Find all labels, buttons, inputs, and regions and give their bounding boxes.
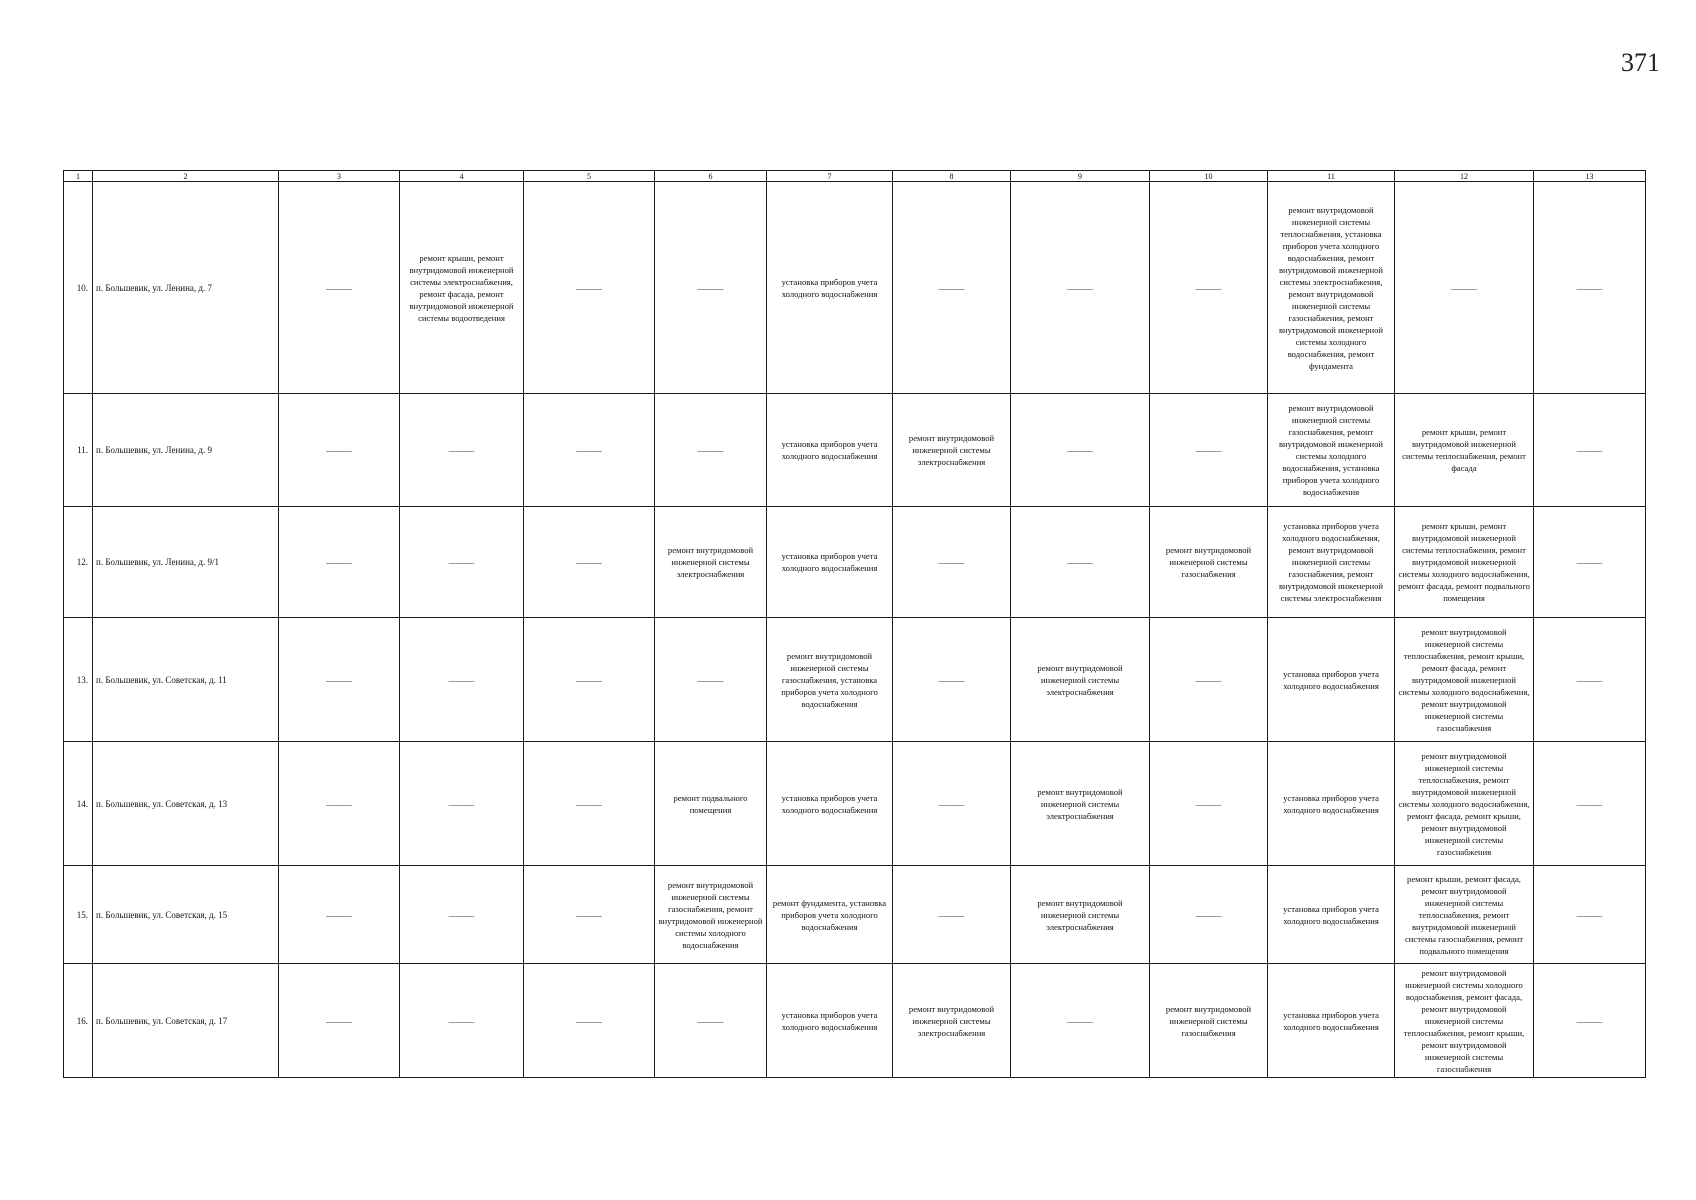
work-cell-col-4: ремонт крыши, ремонт внутридомовой инженерной системы электроснабжения, ремонт фасада, ремонт внутридомовой инженерной системы водоотведения [400, 182, 524, 394]
row-number: 14. [64, 742, 93, 866]
work-cell-col-3: ——— [279, 866, 400, 964]
work-cell-col-7: ремонт фундамента, установка приборов учета холодного водоснабжения [767, 866, 893, 964]
work-cell-col-12: ремонт внутридомовой инженерной системы теплоснабжения, ремонт внутридомовой инженерной системы холодного водоснабжения, ремонт фасада, ремонт крыши, ремонт внутридомовой инженерной системы газоснабжения [1395, 742, 1534, 866]
work-cell-col-4: ——— [400, 507, 524, 618]
work-cell-col-13: ——— [1534, 742, 1646, 866]
work-cell-col-7: установка приборов учета холодного водоснабжения [767, 394, 893, 507]
work-cell-col-9: ——— [1011, 507, 1150, 618]
work-cell-col-10: ремонт внутридомовой инженерной системы газоснабжения [1150, 507, 1268, 618]
column-number: 9 [1011, 171, 1150, 182]
work-cell-col-9: ——— [1011, 964, 1150, 1078]
column-number: 12 [1395, 171, 1534, 182]
work-cell-col-10: ремонт внутридомовой инженерной системы газоснабжения [1150, 964, 1268, 1078]
work-cell-col-12: ремонт крыши, ремонт внутридомовой инженерной системы теплоснабжения, ремонт фасада [1395, 394, 1534, 507]
repair-schedule-table [63, 170, 1646, 1078]
column-number: 8 [893, 171, 1011, 182]
work-cell-col-8: ремонт внутридомовой инженерной системы электроснабжения [893, 964, 1011, 1078]
work-cell-col-11: установка приборов учета холодного водоснабжения [1268, 618, 1395, 742]
table-row [64, 964, 1646, 1078]
table-row [64, 618, 1646, 742]
work-cell-col-4: ——— [400, 964, 524, 1078]
address-cell: п. Большевик, ул. Советская, д. 13 [93, 742, 279, 866]
column-number: 11 [1268, 171, 1395, 182]
work-cell-col-7: установка приборов учета холодного водоснабжения [767, 182, 893, 394]
work-cell-col-4: ——— [400, 866, 524, 964]
work-cell-col-3: ——— [279, 394, 400, 507]
work-cell-col-10: ——— [1150, 742, 1268, 866]
work-cell-col-7: ремонт внутридомовой инженерной системы газоснабжения, установка приборов учета холодного водоснабжения [767, 618, 893, 742]
work-cell-col-3: ——— [279, 618, 400, 742]
table-row [64, 507, 1646, 618]
page-number: 371 [1621, 48, 1660, 77]
work-cell-col-6: ——— [655, 618, 767, 742]
work-cell-col-8: ремонт внутридомовой инженерной системы электроснабжения [893, 394, 1011, 507]
work-cell-col-11: ремонт внутридомовой инженерной системы теплоснабжения, установка приборов учета холодного водоснабжения, ремонт внутридомовой инженерной системы электроснабжения, ремонт внутридомовой инженерной системы газоснабжения, ремонт внутридомовой инженерной системы холодного водоснабжения, ремонт фундамента [1268, 182, 1395, 394]
work-cell-col-6: ремонт подвального помещения [655, 742, 767, 866]
work-cell-col-13: ——— [1534, 182, 1646, 394]
work-cell-col-6: ремонт внутридомовой инженерной системы газоснабжения, ремонт внутридомовой инженерной системы холодного водоснабжения [655, 866, 767, 964]
work-cell-col-8: ——— [893, 866, 1011, 964]
work-cell-col-8: ——— [893, 742, 1011, 866]
column-number: 1 [64, 171, 93, 182]
row-number: 10. [64, 182, 93, 394]
work-cell-col-3: ——— [279, 742, 400, 866]
work-cell-col-6: ——— [655, 964, 767, 1078]
work-cell-col-10: ——— [1150, 182, 1268, 394]
work-cell-col-13: ——— [1534, 618, 1646, 742]
work-cell-col-7: установка приборов учета холодного водоснабжения [767, 507, 893, 618]
table-row [64, 866, 1646, 964]
work-cell-col-9: ремонт внутридомовой инженерной системы электроснабжения [1011, 742, 1150, 866]
work-cell-col-3: ——— [279, 507, 400, 618]
work-cell-col-10: ——— [1150, 394, 1268, 507]
work-cell-col-11: установка приборов учета холодного водоснабжения [1268, 742, 1395, 866]
address-cell: п. Большевик, ул. Ленина, д. 9 [93, 394, 279, 507]
work-cell-col-12: ремонт внутридомовой инженерной системы холодного водоснабжения, ремонт фасада, ремонт внутридомовой инженерной системы теплоснабжения, ремонт крыши, ремонт внутридомовой инженерной системы газоснабжения [1395, 964, 1534, 1078]
work-cell-col-9: ——— [1011, 394, 1150, 507]
work-cell-col-5: ——— [524, 866, 655, 964]
row-number: 11. [64, 394, 93, 507]
work-cell-col-4: ——— [400, 394, 524, 507]
work-cell-col-12: ——— [1395, 182, 1534, 394]
work-cell-col-7: установка приборов учета холодного водоснабжения [767, 964, 893, 1078]
address-cell: п. Большевик, ул. Ленина, д. 7 [93, 182, 279, 394]
work-cell-col-9: ремонт внутридомовой инженерной системы электроснабжения [1011, 618, 1150, 742]
work-cell-col-11: установка приборов учета холодного водоснабжения [1268, 866, 1395, 964]
column-number: 5 [524, 171, 655, 182]
work-cell-col-11: установка приборов учета холодного водоснабжения, ремонт внутридомовой инженерной системы газоснабжения, ремонт внутридомовой инженерной системы электроснабжения [1268, 507, 1395, 618]
work-cell-col-5: ——— [524, 964, 655, 1078]
work-cell-col-6: ——— [655, 394, 767, 507]
column-number: 3 [279, 171, 400, 182]
work-cell-col-8: ——— [893, 182, 1011, 394]
row-number: 15. [64, 866, 93, 964]
work-cell-col-13: ——— [1534, 964, 1646, 1078]
work-cell-col-5: ——— [524, 507, 655, 618]
work-cell-col-7: установка приборов учета холодного водоснабжения [767, 742, 893, 866]
work-cell-col-4: ——— [400, 618, 524, 742]
column-number: 4 [400, 171, 524, 182]
column-number: 10 [1150, 171, 1268, 182]
address-cell: п. Большевик, ул. Советская, д. 17 [93, 964, 279, 1078]
table-row [64, 742, 1646, 866]
work-cell-col-13: ——— [1534, 866, 1646, 964]
table-row [64, 394, 1646, 507]
work-cell-col-10: ——— [1150, 618, 1268, 742]
work-cell-col-12: ремонт крыши, ремонт внутридомовой инженерной системы теплоснабжения, ремонт внутридомовой инженерной системы холодного водоснабжения, ремонт фасада, ремонт подвального помещения [1395, 507, 1534, 618]
work-cell-col-5: ——— [524, 182, 655, 394]
row-number: 16. [64, 964, 93, 1078]
work-cell-col-12: ремонт крыши, ремонт фасада, ремонт внутридомовой инженерной системы теплоснабжения, ремонт внутридомовой инженерной системы газоснабжения, ремонт подвального помещения [1395, 866, 1534, 964]
work-cell-col-4: ——— [400, 742, 524, 866]
work-cell-col-5: ——— [524, 742, 655, 866]
row-number: 13. [64, 618, 93, 742]
address-cell: п. Большевик, ул. Ленина, д. 9/1 [93, 507, 279, 618]
work-cell-col-8: ——— [893, 507, 1011, 618]
repair-schedule-table-wrapper [63, 170, 1646, 1078]
work-cell-col-12: ремонт внутридомовой инженерной системы теплоснабжения, ремонт крыши, ремонт фасада, ремонт внутридомовой инженерной системы холодного водоснабжения, ремонт внутридомовой инженерной системы газоснабжения [1395, 618, 1534, 742]
work-cell-col-5: ——— [524, 618, 655, 742]
work-cell-col-3: ——— [279, 964, 400, 1078]
work-cell-col-5: ——— [524, 394, 655, 507]
work-cell-col-13: ——— [1534, 394, 1646, 507]
column-number-row [64, 171, 1646, 182]
work-cell-col-9: ——— [1011, 182, 1150, 394]
row-number: 12. [64, 507, 93, 618]
work-cell-col-9: ремонт внутридомовой инженерной системы электроснабжения [1011, 866, 1150, 964]
address-cell: п. Большевик, ул. Советская, д. 15 [93, 866, 279, 964]
work-cell-col-11: ремонт внутридомовой инженерной системы газоснабжения, ремонт внутридомовой инженерной системы холодного водоснабжения, установка приборов учета холодного водоснабжения [1268, 394, 1395, 507]
table-row [64, 182, 1646, 394]
work-cell-col-13: ——— [1534, 507, 1646, 618]
work-cell-col-3: ——— [279, 182, 400, 394]
work-cell-col-6: ремонт внутридомовой инженерной системы электроснабжения [655, 507, 767, 618]
work-cell-col-6: ——— [655, 182, 767, 394]
work-cell-col-11: установка приборов учета холодного водоснабжения [1268, 964, 1395, 1078]
work-cell-col-10: ——— [1150, 866, 1268, 964]
column-number: 13 [1534, 171, 1646, 182]
work-cell-col-8: ——— [893, 618, 1011, 742]
column-number: 7 [767, 171, 893, 182]
column-number: 2 [93, 171, 279, 182]
column-number: 6 [655, 171, 767, 182]
address-cell: п. Большевик, ул. Советская, д. 11 [93, 618, 279, 742]
